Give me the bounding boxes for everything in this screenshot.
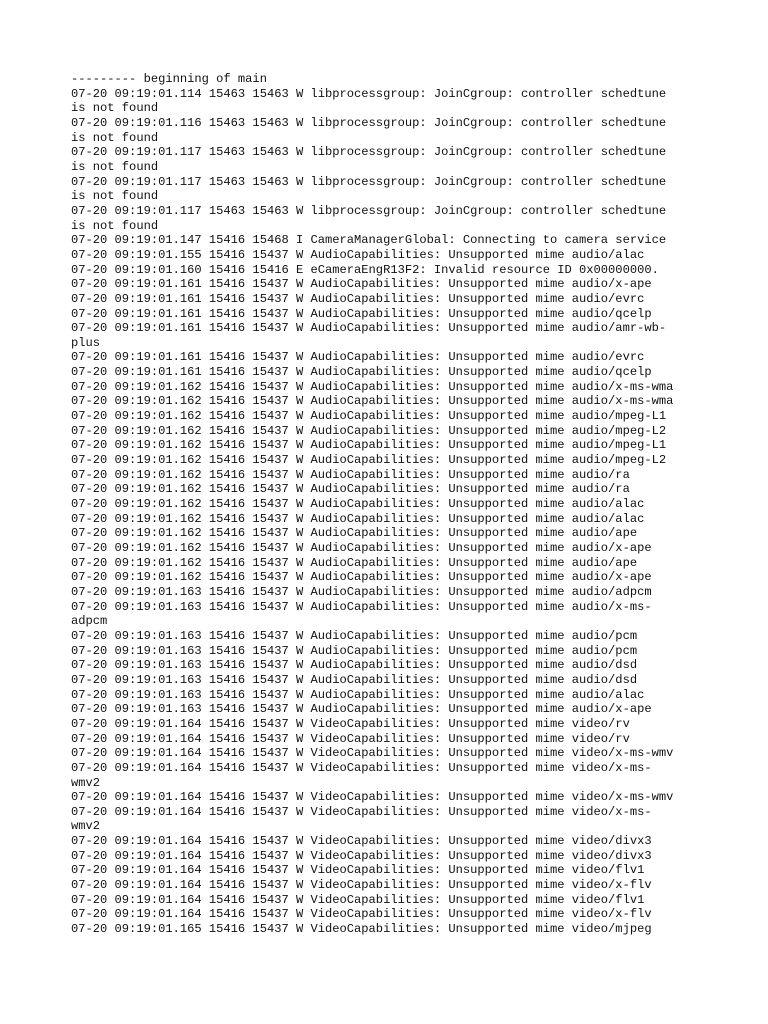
- log-line: 07-20 09:19:01.163 15416 15437 W AudioCapabilities: Unsupported mime audio/dsd: [71, 658, 638, 673]
- log-line: 07-20 09:19:01.164 15416 15437 W VideoCapabilities: Unsupported mime video/divx3: [71, 834, 652, 849]
- log-line: 07-20 09:19:01.117 15463 15463 W libprocessgroup: JoinCgroup: controller schedtune: [71, 203, 667, 218]
- log-line: 07-20 09:19:01.164 15416 15437 W VideoCapabilities: Unsupported mime video/x-flv: [71, 907, 652, 922]
- log-line: 07-20 09:19:01.114 15463 15463 W libprocessgroup: JoinCgroup: controller schedtune: [71, 86, 667, 101]
- log-document: [71, 72, 701, 937]
- log-line: 07-20 09:19:01.162 15416 15437 W AudioCapabilities: Unsupported mime audio/alac: [71, 511, 645, 526]
- log-line: 07-20 09:19:01.162 15416 15437 W AudioCapabilities: Unsupported mime audio/x-ape: [71, 570, 652, 585]
- log-line: 07-20 09:19:01.155 15416 15437 W AudioCapabilities: Unsupported mime audio/alac: [71, 247, 645, 262]
- log-line: 07-20 09:19:01.161 15416 15437 W AudioCapabilities: Unsupported mime audio/qcelp: [71, 365, 652, 380]
- log-body: [71, 72, 701, 937]
- log-line: 07-20 09:19:01.164 15416 15437 W VideoCapabilities: Unsupported mime video/x-ms-: [71, 760, 652, 775]
- log-line: 07-20 09:19:01.161 15416 15437 W AudioCapabilities: Unsupported mime audio/amr-wb-: [71, 321, 667, 336]
- log-line: 07-20 09:19:01.160 15416 15416 E eCameraEngR13F2: Invalid resource ID 0x00000000.: [71, 262, 659, 277]
- log-line: is not found: [71, 189, 159, 204]
- log-line: 07-20 09:19:01.161 15416 15437 W AudioCapabilities: Unsupported mime audio/x-ape: [71, 277, 652, 292]
- log-line: 07-20 09:19:01.162 15416 15437 W AudioCapabilities: Unsupported mime audio/mpeg-L1: [71, 438, 667, 453]
- log-line: 07-20 09:19:01.162 15416 15437 W AudioCapabilities: Unsupported mime audio/ape: [71, 526, 638, 541]
- log-line: 07-20 09:19:01.162 15416 15437 W AudioCapabilities: Unsupported mime audio/ra: [71, 467, 630, 482]
- log-line: adpcm: [71, 614, 108, 629]
- log-line: 07-20 09:19:01.164 15416 15437 W VideoCapabilities: Unsupported mime video/x-ms-wmv: [71, 746, 674, 761]
- log-line: 07-20 09:19:01.163 15416 15437 W AudioCapabilities: Unsupported mime audio/dsd: [71, 672, 638, 687]
- log-line: 07-20 09:19:01.163 15416 15437 W AudioCapabilities: Unsupported mime audio/pcm: [71, 643, 638, 658]
- log-line: 07-20 09:19:01.163 15416 15437 W AudioCapabilities: Unsupported mime audio/x-ms-: [71, 599, 652, 614]
- log-line: is not found: [71, 101, 159, 116]
- log-line: 07-20 09:19:01.147 15416 15468 I CameraManagerGlobal: Connecting to camera service: [71, 233, 667, 248]
- log-line: 07-20 09:19:01.162 15416 15437 W AudioCapabilities: Unsupported mime audio/x-ape: [71, 541, 652, 555]
- log-line: 07-20 09:19:01.161 15416 15437 W AudioCapabilities: Unsupported mime audio/evrc: [71, 291, 645, 306]
- log-line: 07-20 09:19:01.162 15416 15437 W AudioCapabilities: Unsupported mime audio/x-ms-wma: [71, 394, 674, 409]
- log-line: 07-20 09:19:01.117 15463 15463 W libprocessgroup: JoinCgroup: controller schedtune: [71, 174, 667, 189]
- log-line: 07-20 09:19:01.162 15416 15437 W AudioCapabilities: Unsupported mime audio/alac: [71, 497, 645, 512]
- log-line: plus: [71, 335, 101, 350]
- log-line: 07-20 09:19:01.117 15463 15463 W libprocessgroup: JoinCgroup: controller schedtune: [71, 145, 667, 160]
- log-line: 07-20 09:19:01.164 15416 15437 W VideoCapabilities: Unsupported mime video/x-ms-wmv: [71, 790, 674, 805]
- log-line: 07-20 09:19:01.164 15416 15437 W VideoCapabilities: Unsupported mime video/divx3: [71, 848, 652, 863]
- log-line: 07-20 09:19:01.163 15416 15437 W AudioCapabilities: Unsupported mime audio/x-ape: [71, 702, 652, 717]
- log-line: wmv2: [71, 775, 101, 790]
- log-line: 07-20 09:19:01.164 15416 15437 W VideoCapabilities: Unsupported mime video/x-flv: [71, 878, 652, 893]
- log-line: 07-20 09:19:01.164 15416 15437 W VideoCapabilities: Unsupported mime video/x-ms-: [71, 804, 652, 819]
- log-line: 07-20 09:19:01.161 15416 15437 W AudioCapabilities: Unsupported mime audio/qcelp: [71, 306, 652, 321]
- log-line: 07-20 09:19:01.162 15416 15437 W AudioCapabilities: Unsupported mime audio/mpeg-L2: [71, 423, 667, 438]
- log-line: is not found: [71, 130, 159, 145]
- log-line: is not found: [71, 218, 159, 233]
- log-line: 07-20 09:19:01.162 15416 15437 W AudioCapabilities: Unsupported mime audio/ra: [71, 482, 630, 497]
- log-line: 07-20 09:19:01.116 15463 15463 W libprocessgroup: JoinCgroup: controller schedtune: [71, 115, 667, 130]
- log-line: 07-20 09:19:01.163 15416 15437 W AudioCapabilities: Unsupported mime audio/alac: [71, 687, 645, 702]
- log-line: 07-20 09:19:01.162 15416 15437 W AudioCapabilities: Unsupported mime audio/mpeg-L1: [71, 409, 667, 424]
- log-line: 07-20 09:19:01.162 15416 15437 W AudioCapabilities: Unsupported mime audio/ape: [71, 555, 638, 570]
- log-line: 07-20 09:19:01.162 15416 15437 W AudioCapabilities: Unsupported mime audio/mpeg-L2: [71, 453, 667, 468]
- log-line: 07-20 09:19:01.161 15416 15437 W AudioCapabilities: Unsupported mime audio/evrc: [71, 350, 645, 365]
- log-line: 07-20 09:19:01.162 15416 15437 W AudioCapabilities: Unsupported mime audio/x-ms-wma: [71, 379, 674, 394]
- log-line: is not found: [71, 159, 159, 174]
- log-line: 07-20 09:19:01.163 15416 15437 W AudioCapabilities: Unsupported mime audio/pcm: [71, 628, 638, 643]
- log-line: 07-20 09:19:01.164 15416 15437 W VideoCapabilities: Unsupported mime video/rv: [71, 731, 630, 746]
- log-line: 07-20 09:19:01.164 15416 15437 W VideoCapabilities: Unsupported mime video/flv1: [71, 863, 645, 878]
- log-line: 07-20 09:19:01.165 15416 15437 W VideoCapabilities: Unsupported mime video/mjpeg: [71, 922, 652, 937]
- log-line: 07-20 09:19:01.164 15416 15437 W VideoCapabilities: Unsupported mime video/rv: [71, 716, 630, 731]
- log-header-line: --------- beginning of main: [71, 72, 267, 86]
- log-line: wmv2: [71, 819, 101, 834]
- log-line: 07-20 09:19:01.163 15416 15437 W AudioCapabilities: Unsupported mime audio/adpcm: [71, 584, 652, 599]
- log-line: 07-20 09:19:01.164 15416 15437 W VideoCapabilities: Unsupported mime video/flv1: [71, 892, 645, 907]
